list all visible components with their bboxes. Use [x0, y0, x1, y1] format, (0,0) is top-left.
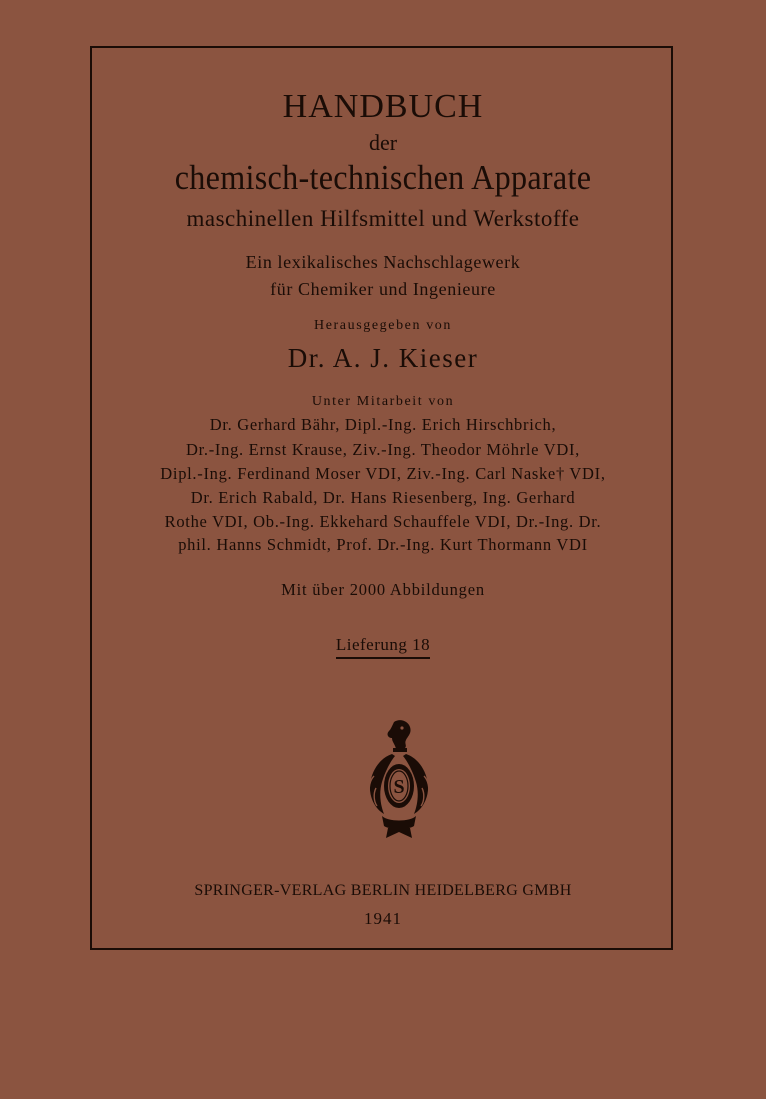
collaborators-line: Dr. Erich Rabald, Dr. Hans Riesenberg, Ing. Gerhard	[190, 488, 576, 507]
editor-name: Dr. A. J. Kieser	[287, 343, 479, 373]
collaborators-label: Unter Mitarbeit von	[311, 394, 455, 409]
emblem-letter: S	[393, 776, 405, 798]
description-line-1: Ein lexikalisches Nachschlagewerk	[245, 252, 521, 272]
publisher-name: SPRINGER-VERLAG BERLIN HEIDELBERG GMBH	[194, 882, 572, 899]
publication-year: 1941	[364, 909, 402, 928]
collaborators-line: Dr.-Ing. Ernst Krause, Ziv.-Ing. Theodor Möhrle VDI,	[186, 440, 580, 459]
collaborators-line: Rothe VDI, Ob.-Ing. Ekkehard Schauffele VDI, Dr.-Ing. Dr.	[164, 512, 602, 531]
illustrations-note: Mit über 2000 Abbildungen	[281, 580, 485, 599]
editor-label: Herausgegeben von	[314, 318, 452, 333]
lieferung-text: Lieferung 18	[336, 635, 430, 659]
book-title: HANDBUCH	[282, 88, 484, 125]
subtitle-secondary: maschinellen Hilfsmittel und Werkstoffe	[186, 206, 580, 231]
springer-knight-emblem-icon	[362, 718, 436, 840]
title-article: der	[368, 130, 398, 155]
collaborators-line: Dr. Gerhard Bähr, Dipl.-Ing. Erich Hirschbrich,	[209, 415, 557, 434]
lieferung-label	[0, 636, 766, 653]
subtitle-main: chemisch-technischen Apparate	[174, 158, 592, 197]
description-line-2: für Chemiker und Ingenieure	[270, 279, 496, 299]
collaborators-line: phil. Hanns Schmidt, Prof. Dr.-Ing. Kurt Thormann VDI	[178, 535, 588, 554]
collaborators-line: Dipl.-Ing. Ferdinand Moser VDI, Ziv.-Ing. Carl Naske† VDI,	[160, 464, 606, 483]
